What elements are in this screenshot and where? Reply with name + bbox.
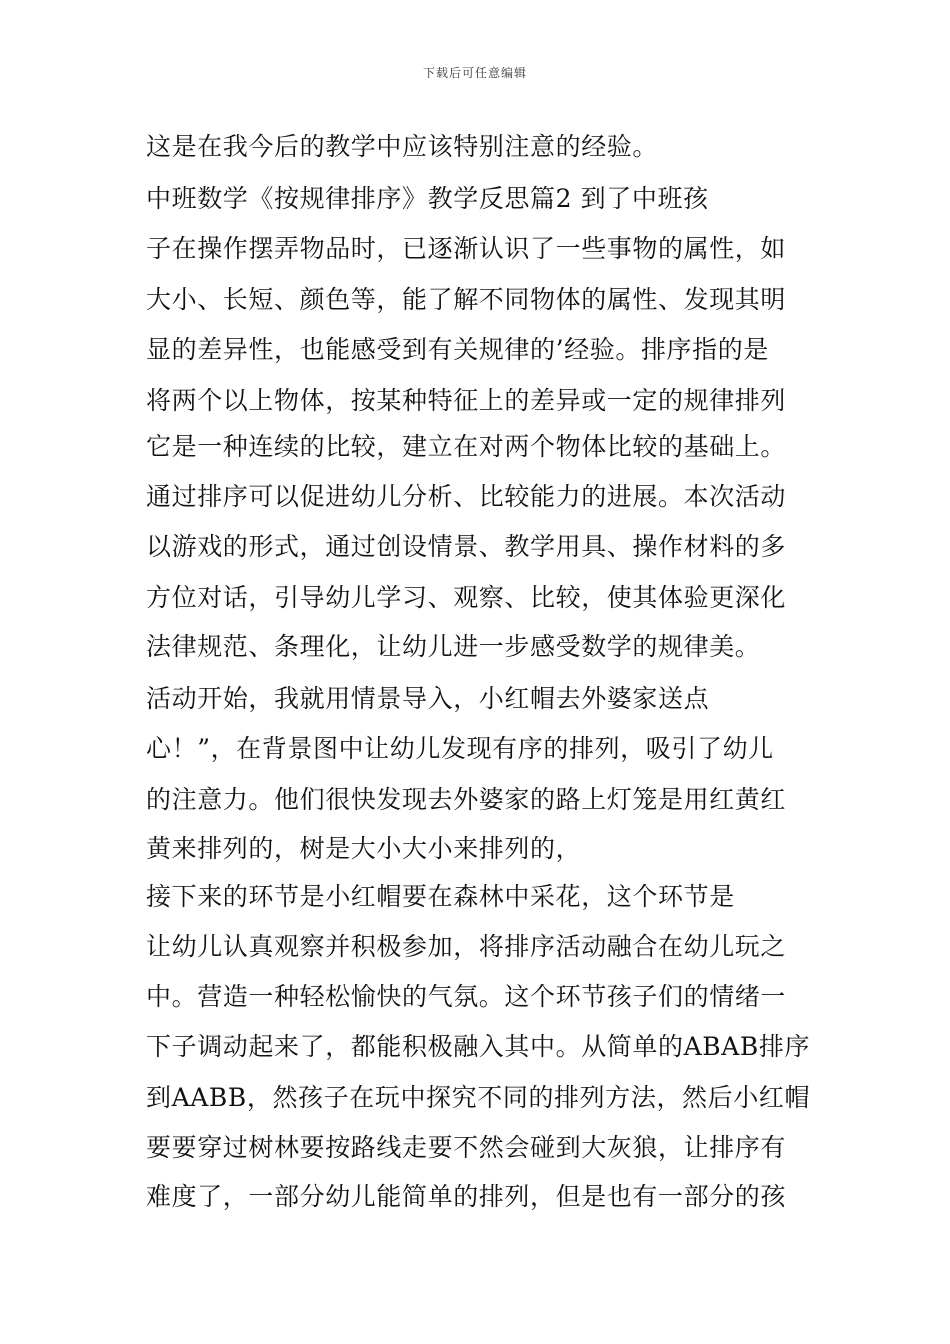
text-line: 方位对话，引导幼儿学习、观察、比较，使其体验更深化 bbox=[146, 583, 787, 612]
text-line: 让幼儿认真观察并积极参加，将排序活动融合在幼儿玩之 bbox=[146, 932, 787, 961]
text-line: 这是在我今后的教学中应该特别注意的经验。 bbox=[146, 132, 659, 161]
text-line: 显的差异性，也能感受到有关规律的’经验。排序指的是 bbox=[146, 335, 769, 364]
text-line: 中。营造一种轻松愉快的气氛。这个环节孩子们的情绪一 bbox=[146, 982, 787, 1011]
text-line: 难度了，一部分幼儿能简单的排列，但是也有一部分的孩 bbox=[146, 1182, 787, 1211]
text-line: 大小、长短、颜色等，能了解不同物体的属性、发现其明 bbox=[146, 285, 787, 314]
text-line: 黄来排列的，树是大小大小来排列的， bbox=[146, 834, 582, 863]
text-line: 下子调动起来了，都能积极融入其中。从简单的ABAB排序 bbox=[146, 1032, 811, 1061]
text-line: 的注意力。他们很快发现去外婆家的路上灯笼是用红黄红 bbox=[146, 785, 787, 814]
text-line: 将两个以上物体，按某种特征上的差异或一定的规律排列 bbox=[146, 386, 787, 415]
text-line: 子在操作摆弄物品时，已逐渐认识了一些事物的属性，如 bbox=[146, 234, 787, 263]
page-header: 下载后可任意编辑 bbox=[422, 66, 527, 80]
text-line: 法律规范、条理化，让幼儿进一步感受数学的规律美。 bbox=[146, 632, 761, 661]
text-line: 接下来的环节是小红帽要在森林中采花，这个环节是 bbox=[146, 882, 735, 911]
text-line: 活动开始，我就用情景导入，小红帽去外婆家送点 bbox=[146, 684, 710, 713]
text-line: 它是一种连续的比较，建立在对两个物体比较的基础上。 bbox=[146, 432, 787, 461]
text-line: 到AABB，然孩子在玩中探究不同的排列方法，然后小红帽 bbox=[146, 1083, 811, 1112]
text-line: 中班数学《按规律排序》教学反思篇2 到了中班孩 bbox=[146, 184, 709, 213]
text-line: 心！”，在背景图中让幼儿发现有序的排列，吸引了幼儿 bbox=[146, 734, 774, 763]
text-line: 以游戏的形式，通过创设情景、教学用具、操作材料的多 bbox=[146, 532, 787, 561]
text-line: 通过排序可以促进幼儿分析、比较能力的进展。本次活动 bbox=[146, 482, 787, 511]
text-line: 要要穿过树林要按路线走要不然会碰到大灰狼，让排序有 bbox=[146, 1133, 787, 1162]
